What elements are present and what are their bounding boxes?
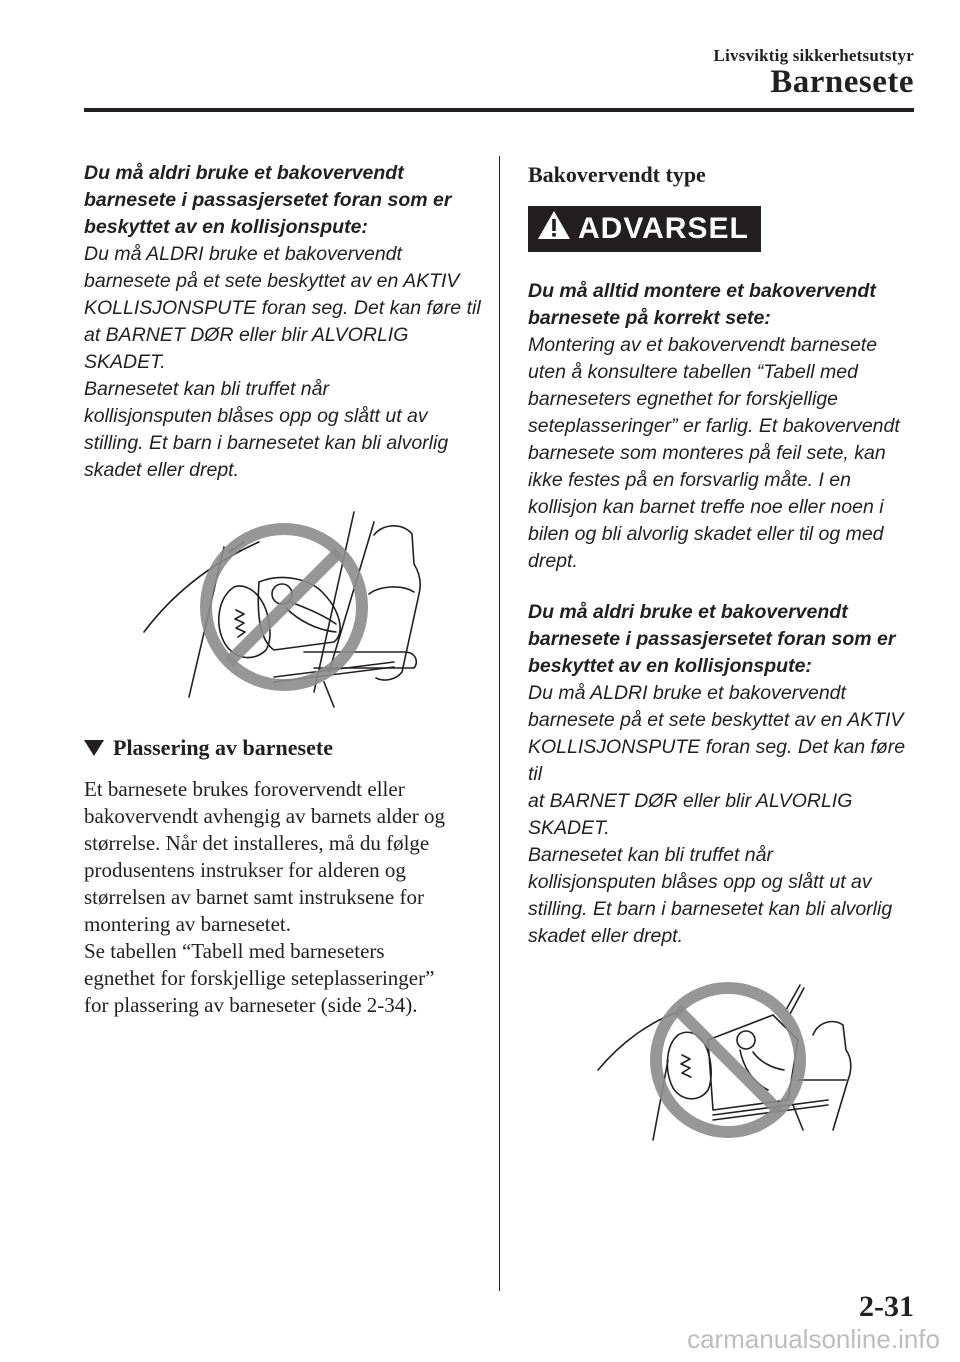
watermark: carmanualsonline.info <box>687 1324 940 1354</box>
warning-badge <box>528 206 761 252</box>
warning-badge-label: ADVARSEL <box>578 212 749 245</box>
section-heading-text: Plassering av barnesete <box>113 735 333 760</box>
left-column <box>84 160 484 1019</box>
warning-body: Du må ALDRI bruke et bakovervendt barnesete på et sete beskyttet av en AKTIV KOLLISJONSPUTE foran seg. Det kan føre til at BARNET DØR eller blir ALVORLIG SKADET. Barnesetet kan bli truffet når kollisjonsputen blåses opp og slått ut av stilling. Et barn i barnesetet kan bli alvorlig skadet eller drept. <box>84 243 481 481</box>
header-title: Barnesete <box>770 64 914 100</box>
warning-title: Du må aldri bruke et bakovervendt barnesete i passasjersetet foran som er beskyttet av en kollisjonspute: <box>84 162 452 238</box>
warning-body: Montering av et bakovervendt barnesete uten å konsultere tabellen “Tabell med barneseters egnethet for forskjellige seteplasseringer” er farlig. Et bakovervendt barnesete som monteres på feil sete, kan ikke festes på en forsvarlig måte. I en kollisjon kan barnet treffe noe eller noen i bilen og bli alvorlig skadet eller til og med drept. <box>528 334 900 572</box>
left-warning <box>84 160 484 484</box>
section-heading <box>84 734 484 762</box>
page-number: 2-31 <box>859 1290 914 1323</box>
header-rule <box>84 108 914 112</box>
header-section-label: Livsviktig sikkerhetsutstyr <box>713 46 914 65</box>
triangle-down-icon <box>84 740 104 756</box>
warning-title: Du må aldri bruke et bakovervendt barnesete i passasjersetet foran som er beskyttet av en kollisjonspute: <box>528 601 896 677</box>
warning-body: Du må ALDRI bruke et bakovervendt barnesete på et sete beskyttet av en AKTIV KOLLISJONSPUTE foran seg. Det kan føre til at BARNET DØR eller blir ALVORLIG SKADET. Barnesetet kan bli truffet når kollisjonsputen blåses opp og slått ut av stilling. Et barn i barnesetet kan bli alvorlig skadet eller drept. <box>528 682 906 947</box>
illustration-rear-facing-seat-airbag <box>528 980 923 1150</box>
right-warning-2 <box>528 599 923 950</box>
column-divider <box>499 156 500 1291</box>
warning-title: Du må alltid montere et bakovervendt barnesete på korrekt sete: <box>528 280 876 329</box>
section-body: Et barnesete brukes forovervendt eller bakovervendt avhengig av barnets alder og størrelse. Når det installeres, må du følge produsentens instrukser for alderen og størrelsen av barnet samt instruksene for montering av barnesetet. Se tabellen “Tabell med barneseters egnethet for forskjellige seteplasseringer” for plassering av barneseter (side 2-34). <box>84 777 445 1017</box>
right-column <box>528 160 923 1150</box>
right-warning-1 <box>528 278 923 575</box>
subsection-title: Bakovervendt type <box>528 162 706 187</box>
warning-triangle-icon <box>536 209 572 249</box>
illustration-rear-facing-seat-airbag <box>84 502 484 712</box>
prohibition-icon <box>206 529 362 685</box>
prohibition-icon <box>656 988 800 1132</box>
